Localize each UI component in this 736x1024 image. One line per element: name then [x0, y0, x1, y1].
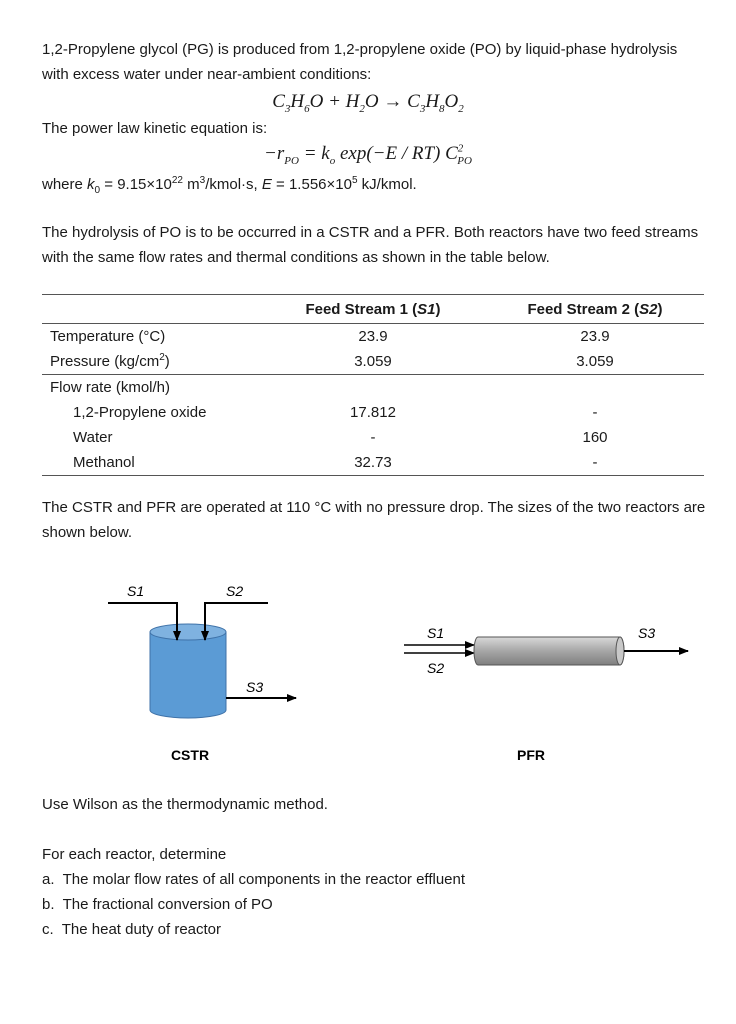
reactor-paragraph: The hydrolysis of PO is to be occurred in a CSTR and a PFR. Both reactors have two feed streams with the same flow rates and thermal conditions as shown in the table below.: [42, 224, 699, 266]
method-paragraph: Use Wilson as the thermodynamic method.: [42, 796, 328, 813]
table-row: Water - 160: [73, 429, 608, 446]
table-row: 1,2-Propylene oxide 17.812 -: [73, 404, 598, 421]
pfr-s2-label: S2: [427, 660, 445, 676]
table-row: Flow rate (kmol/h): [42, 375, 704, 401]
pfr-s1-label: S1: [427, 625, 445, 641]
cstr-s2-label: S2: [226, 583, 244, 599]
reaction-equation: $C_3H_6O + H_2O \to C_3H_8O_2$: [272, 91, 464, 115]
cstr-s3-label: S3: [246, 679, 264, 695]
list-item: c. The heat duty of reactor: [42, 921, 222, 938]
determine-paragraph: For each reactor, determine: [42, 846, 227, 863]
cstr-label: CSTR: [170, 747, 210, 763]
table-row: Methanol 32.73 -: [42, 450, 704, 476]
intro-paragraph: 1,2-Propylene glycol (PG) is produced from 1,2-propylene oxide (PO) by liquid-phase hydrolysis with excess water under near-ambient conditions:: [42, 41, 678, 83]
cstr-s1-label: S1: [127, 583, 145, 599]
pfr-tube: [474, 637, 624, 665]
pfr-reactor: [404, 637, 688, 665]
header-feed-stream-1: Feed Stream 1 (S1): [260, 295, 486, 324]
table-row: Pressure $(kg/cm^2)$ 3.059 3.059: [50, 352, 614, 370]
cstr-vessel-top: [150, 624, 226, 640]
cstr-reactor: [108, 603, 296, 718]
pfr-tube-end: [616, 637, 624, 665]
cstr-vessel-body: [150, 632, 226, 718]
header-feed-stream-2: Feed Stream 2 (S2): [486, 295, 704, 324]
rate-equation: $-r_{PO} = k_o$ exp(−E / RT) $C^2_{PO}$: [264, 142, 472, 167]
list-item: b. The fractional conversion of PO: [42, 896, 273, 913]
constants-line: where $k_0 = 9.15\times 10^{22}$ $m^3/kmol\cdot s$, $E = 1.556\times 10^5$ kJ/kmol.: [42, 175, 417, 196]
list-item: a. The molar flow rates of all components in the reactor effluent: [42, 871, 466, 888]
table-row: Temperature (°C) 23.9 23.9: [50, 328, 610, 345]
operating-paragraph: The CSTR and PFR are operated at 110 °C with no pressure drop. The sizes of the two reactors are shown below.: [42, 499, 706, 541]
pfr-s3-label: S3: [638, 625, 656, 641]
task-list: [42, 867, 706, 942]
pfr-label: PFR: [517, 747, 545, 763]
kinetic-intro: The power law kinetic equation is:: [42, 120, 268, 137]
